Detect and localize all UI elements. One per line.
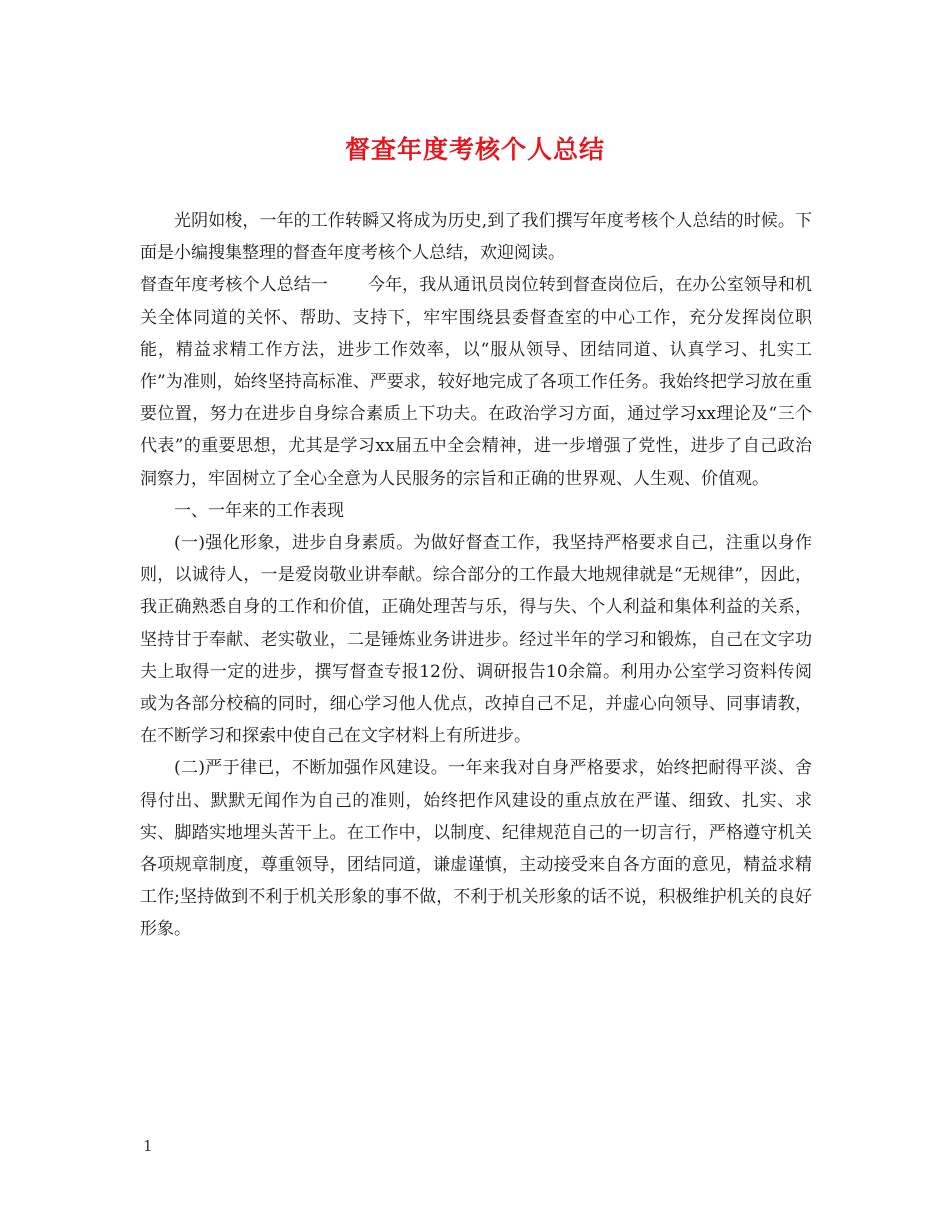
section-paragraph: [140, 269, 812, 494]
page-number: 1: [143, 1137, 153, 1155]
subheading-work-performance: 一、一年来的工作表现: [174, 500, 344, 521]
document-body: [140, 205, 812, 946]
section-heading: 督查年度考核个人总结一: [140, 275, 328, 296]
document-title: 督查年度考核个人总结: [344, 135, 605, 164]
intro-paragraph: 光阴如梭，一年的工作转瞬又将成为历史,到了我们撰写年度考核个人总结的时候。下面是小编搜集整理的督查年度考核个人总结，欢迎阅读。: [140, 211, 812, 264]
paragraph-self-discipline: (二)严于律已，不断加强作风建设。一年来我对自身严格要求，始终把耐得平淡、舍得付出、默默无闻作为自己的准则，始终把作风建设的重点放在严谨、细致、扎实、求实、脚踏实地埋头苦干上。在工作中，以制度、纪律规范自己的一切言行，严格遵守机关各项规章制度，尊重领导，团结同道，谦虚谨慎，主动接受来自各方面的意见，精益求精工作;坚持做到不利于机关形象的事不做，不利于机关形象的话不说，积极维护机关的良好形象。: [140, 758, 812, 940]
paragraph-strengthen-image: (一)强化形象，进步自身素质。为做好督查工作，我坚持严格要求自己，注重以身作则，以诚待人，一是爱岗敬业讲奉献。综合部分的工作最大地规律就是“无规律”，因此，我正确熟悉自身的工作和价值，正确处理苦与乐，得与失、个人利益和集体利益的关系，坚持甘于奉献、老实敬业，二是锤炼业务讲进步。经过半年的学习和锻炼，自己在文字功夫上取得一定的进步，撰写督查专报12份、调研报告10余篇。利用办公室学习资料传阅或为各部分校稿的同时，细心学习他人优点，改掉自己不足，并虚心向领导、同事请教，在不断学习和探索中使自己在文字材料上有所进步。: [140, 533, 812, 747]
section-text: 今年，我从通讯员岗位转到督查岗位后，在办公室领导和机关全体同道的关怀、帮助、支持下，牢牢围绕县委督查室的中心工作，充分发挥岗位职能，精益求精工作方法，进步工作效率，以“服从领导、团结同道、认真学习、扎实工作”为准则，始终坚持高标准、严要求，较好地完成了各项工作任务。我始终把学习放在重要位置，努力在进步自身综合素质上下功夫。在政治学习方面，通过学习xx理论及“三个代表”的重要思想，尤其是学习xx届五中全会精神，进一步增强了党性，进步了自己政治洞察力，牢固树立了全心全意为人民服务的宗旨和正确的世界观、人生观、价值观。: [140, 275, 813, 489]
